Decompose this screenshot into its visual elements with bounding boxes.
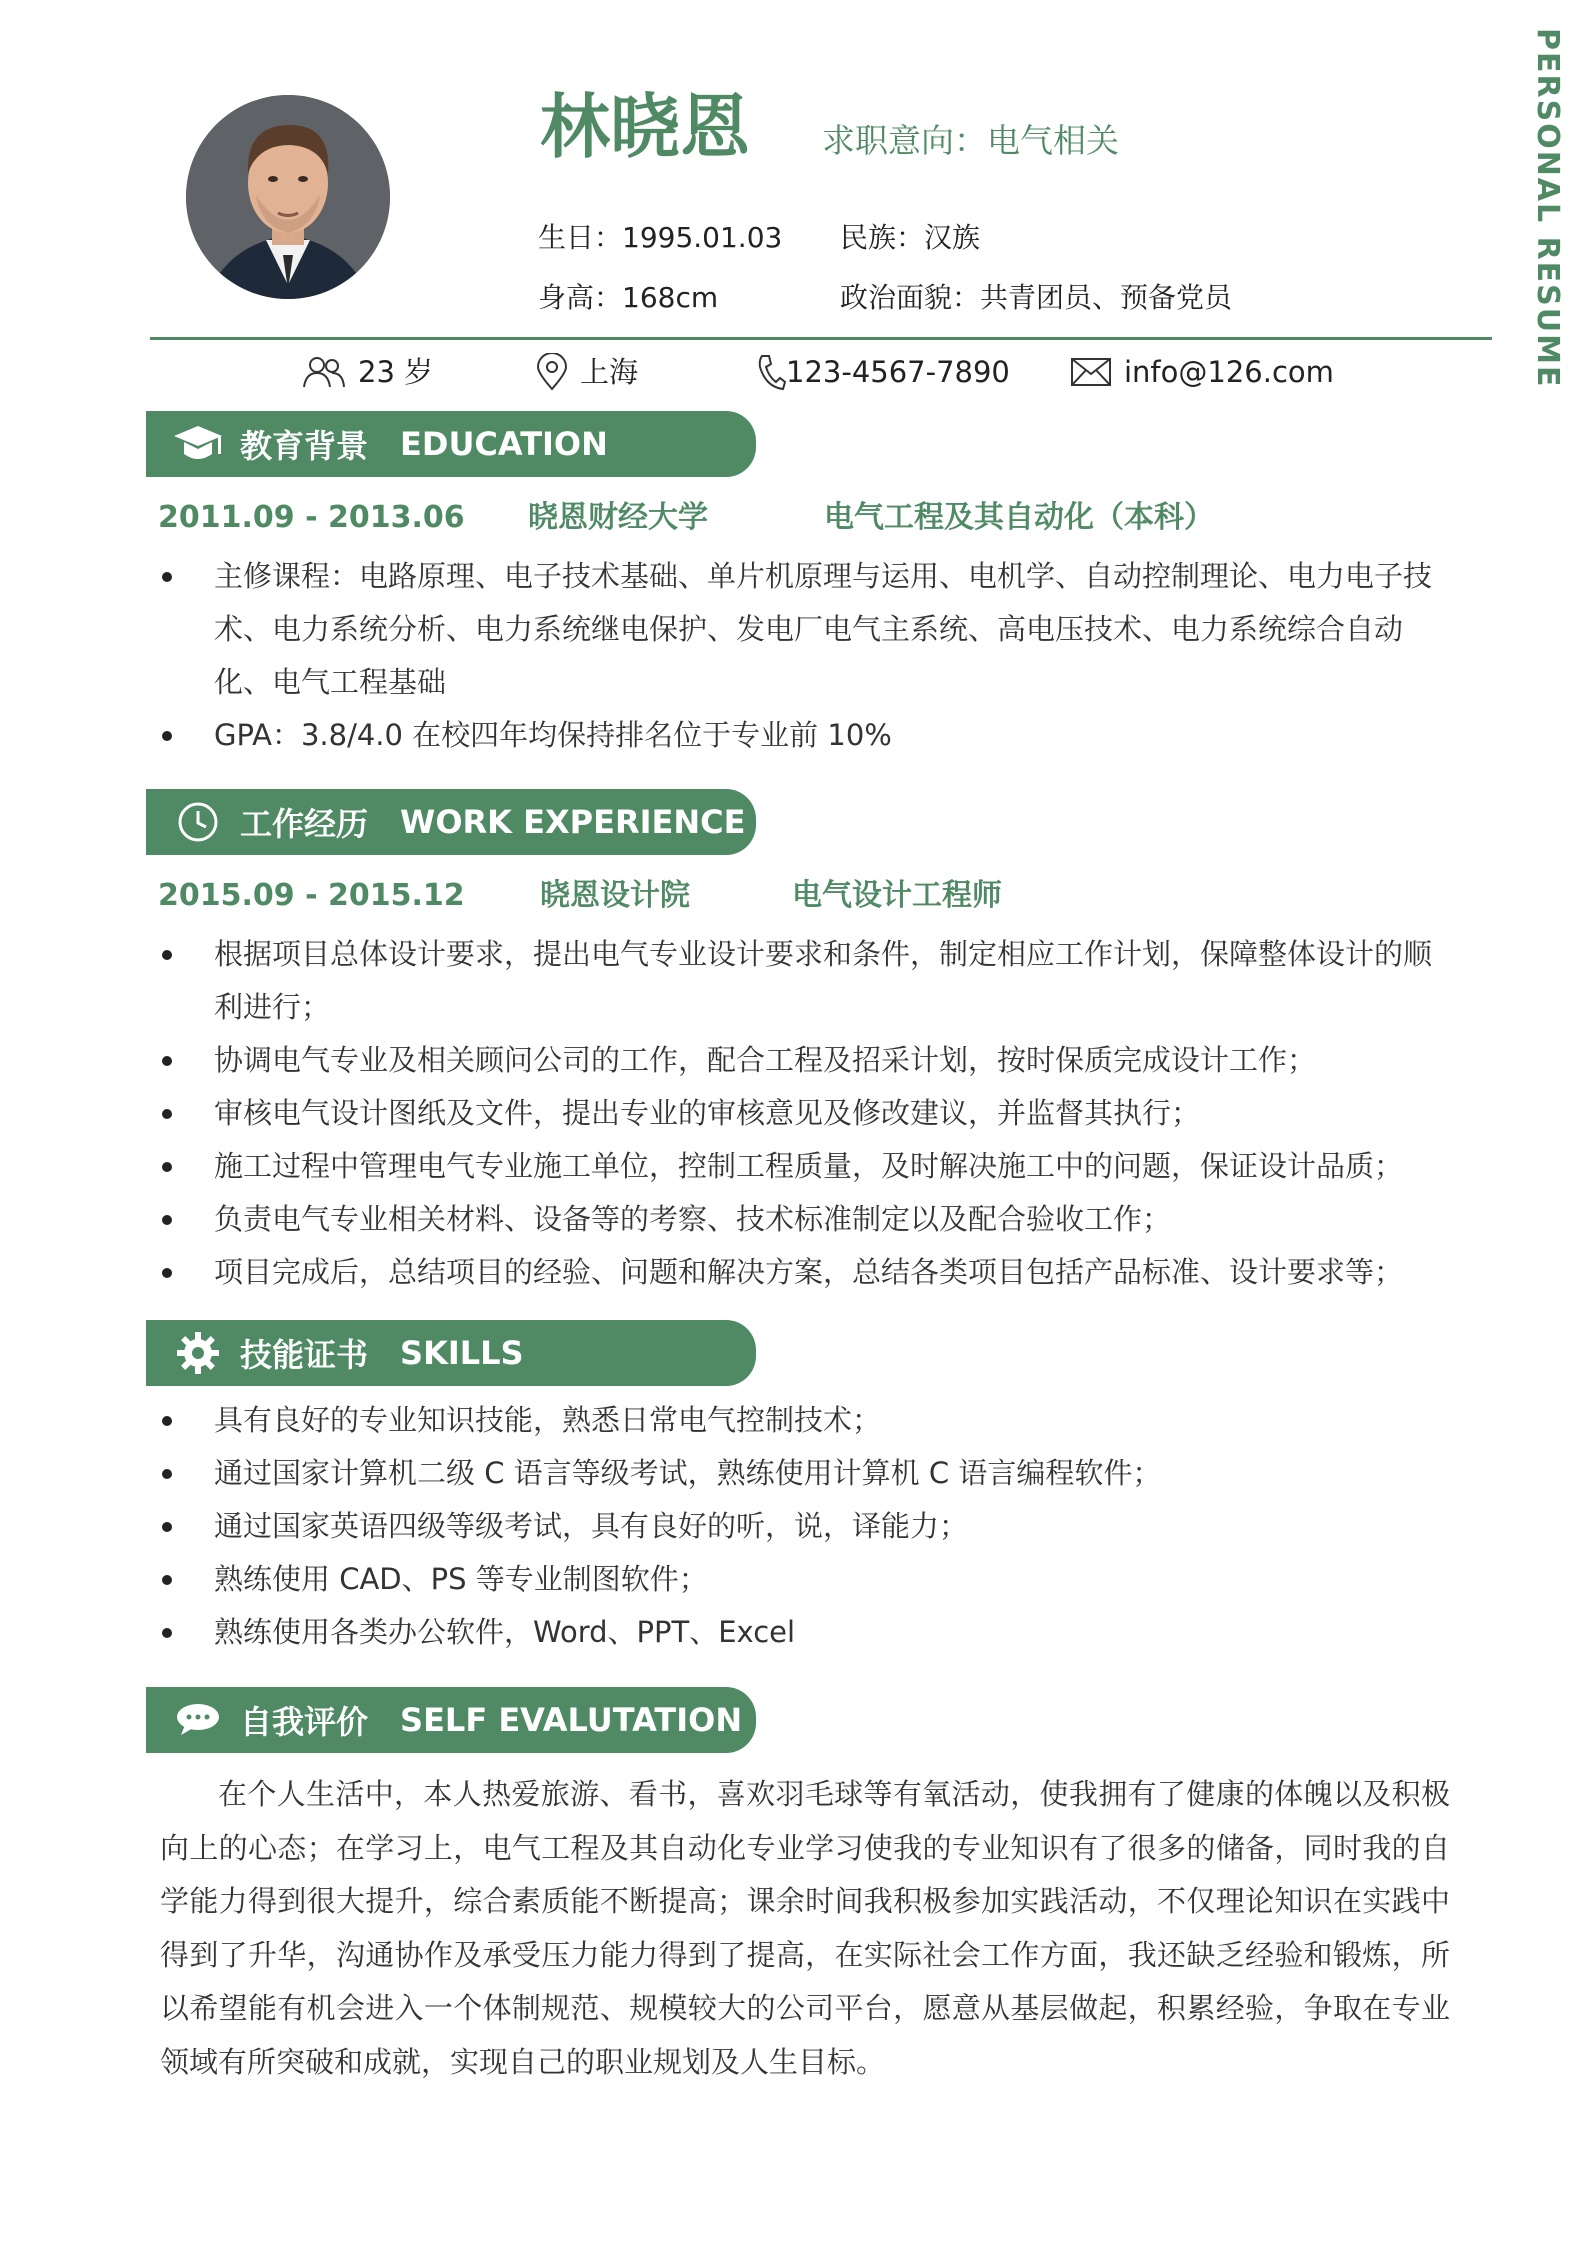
list-item: 主修课程：电路原理、电子技术基础、单片机原理与运用、电机学、自动控制理论、电力电子技术、电力系统分析、电力系统继电保护、发电厂电气主系统、高电压技术、电力系统综合自动化、电气工程基础	[0, 550, 1451, 709]
contact-phone	[756, 352, 1010, 392]
job-intent: 求职意向：电气相关	[822, 121, 1119, 160]
self-evaluation-text: 在个人生活中，本人热爱旅游、看书，喜欢羽毛球等有氧活动，使我拥有了健康的体魄以及积极向上的心态；在学习上，电气工程及其自动化专业学习使我的专业知识有了很多的储备，同时我的自学能力得到很大提升，综合素质能不断提高；课余时间我积极参加实践活动，不仅理论知识在实践中得到了升华，沟通协作及承受压力能力得到了提高，在实际社会工作方面，我还缺乏经验和锻炼，所以希望能有机会进入一个体制规范、规模较大的公司平台，愿意从基层做起，积累经验，争取在专业领域有所突破和成就，实现自己的职业规划及人生目标。	[160, 1777, 1450, 2079]
education-date: 2011.09 - 2013.06	[158, 500, 465, 535]
list-item: 施工过程中管理电气专业施工单位，控制工程质量，及时解决施工中的问题，保证设计品质；	[0, 1140, 1451, 1193]
section-work-header	[146, 789, 756, 855]
email-text[interactable]: info@126.com	[1124, 355, 1334, 389]
list-item: 负责电气专业相关材料、设备等的考察、技术标准制定以及配合验收工作；	[0, 1193, 1451, 1246]
list-item: 熟练使用各类办公软件，Word、PPT、Excel	[0, 1606, 1451, 1659]
education-school: 晓恩财经大学	[528, 500, 708, 535]
education-title-zh: 教育背景	[240, 427, 369, 465]
work-title-zh: 工作经历	[240, 805, 369, 843]
list-item: 项目完成后，总结项目的经验、问题和解决方案，总结各类项目包括产品标准、设计要求等；	[0, 1246, 1451, 1299]
work-date: 2015.09 - 2015.12	[158, 878, 465, 913]
avatar	[186, 95, 390, 299]
list-item: 具有良好的专业知识技能，熟悉日常电气控制技术；	[0, 1394, 1451, 1447]
work-title-en: WORK EXPERIENCE	[400, 803, 746, 841]
political-status: 政治面貌：共青团员、预备党员	[840, 281, 1233, 314]
list-item: GPA：3.8/4.0 在校四年均保持排名位于专业前 10%	[0, 709, 1451, 762]
clock-icon	[168, 792, 228, 852]
education-list	[0, 550, 1451, 762]
education-major: 电气工程及其自动化（本科）	[824, 500, 1214, 535]
list-item: 审核电气设计图纸及文件，提出专业的审核意见及修改建议，并监督其执行；	[0, 1087, 1451, 1140]
skills-list	[0, 1394, 1451, 1659]
education-title-en: EDUCATION	[400, 425, 608, 463]
city-text: 上海	[580, 355, 639, 389]
list-item: 协调电气专业及相关顾问公司的工作，配合工程及招采计划，按时保质完成设计工作；	[0, 1034, 1451, 1087]
contact-age	[302, 352, 433, 392]
side-title: PERSONAL RESUME	[1530, 28, 1565, 389]
header-divider	[150, 337, 1492, 340]
chat-bubble-icon	[168, 1690, 228, 1750]
mail-icon	[1070, 357, 1112, 387]
work-list	[0, 928, 1451, 1299]
location-pin-icon	[536, 353, 568, 391]
contact-email	[1070, 352, 1334, 392]
work-company: 晓恩设计院	[540, 878, 690, 913]
skills-title-en: SKILLS	[400, 1334, 524, 1372]
section-self-header	[146, 1687, 756, 1753]
gear-icon	[168, 1323, 228, 1383]
self-title-zh: 自我评价	[240, 1703, 369, 1741]
graduation-cap-icon	[168, 414, 228, 474]
height: 身高：168cm	[538, 281, 719, 314]
list-item: 通过国家英语四级等级考试，具有良好的听，说，译能力；	[0, 1500, 1451, 1553]
skills-title-zh: 技能证书	[240, 1336, 369, 1374]
people-icon	[302, 355, 346, 389]
phone-text[interactable]: 123-4567-7890	[786, 355, 1010, 389]
birth-date: 生日：1995.01.03	[538, 221, 783, 254]
age-text: 23 岁	[358, 355, 434, 389]
section-skills-header	[146, 1320, 756, 1386]
list-item: 熟练使用 CAD、PS 等专业制图软件；	[0, 1553, 1451, 1606]
phone-icon	[756, 353, 786, 391]
ethnicity: 民族：汉族	[840, 221, 981, 254]
contact-city	[536, 352, 638, 392]
list-item: 根据项目总体设计要求，提出电气专业设计要求和条件，制定相应工作计划，保障整体设计的顺利进行；	[0, 928, 1451, 1034]
section-education-header	[146, 411, 756, 477]
self-title-en: SELF EVALUTATION	[400, 1701, 743, 1739]
list-item: 通过国家计算机二级 C 语言等级考试，熟练使用计算机 C 语言编程软件；	[0, 1447, 1451, 1500]
person-name: 林晓恩	[540, 86, 750, 168]
work-position: 电气设计工程师	[792, 878, 1002, 913]
